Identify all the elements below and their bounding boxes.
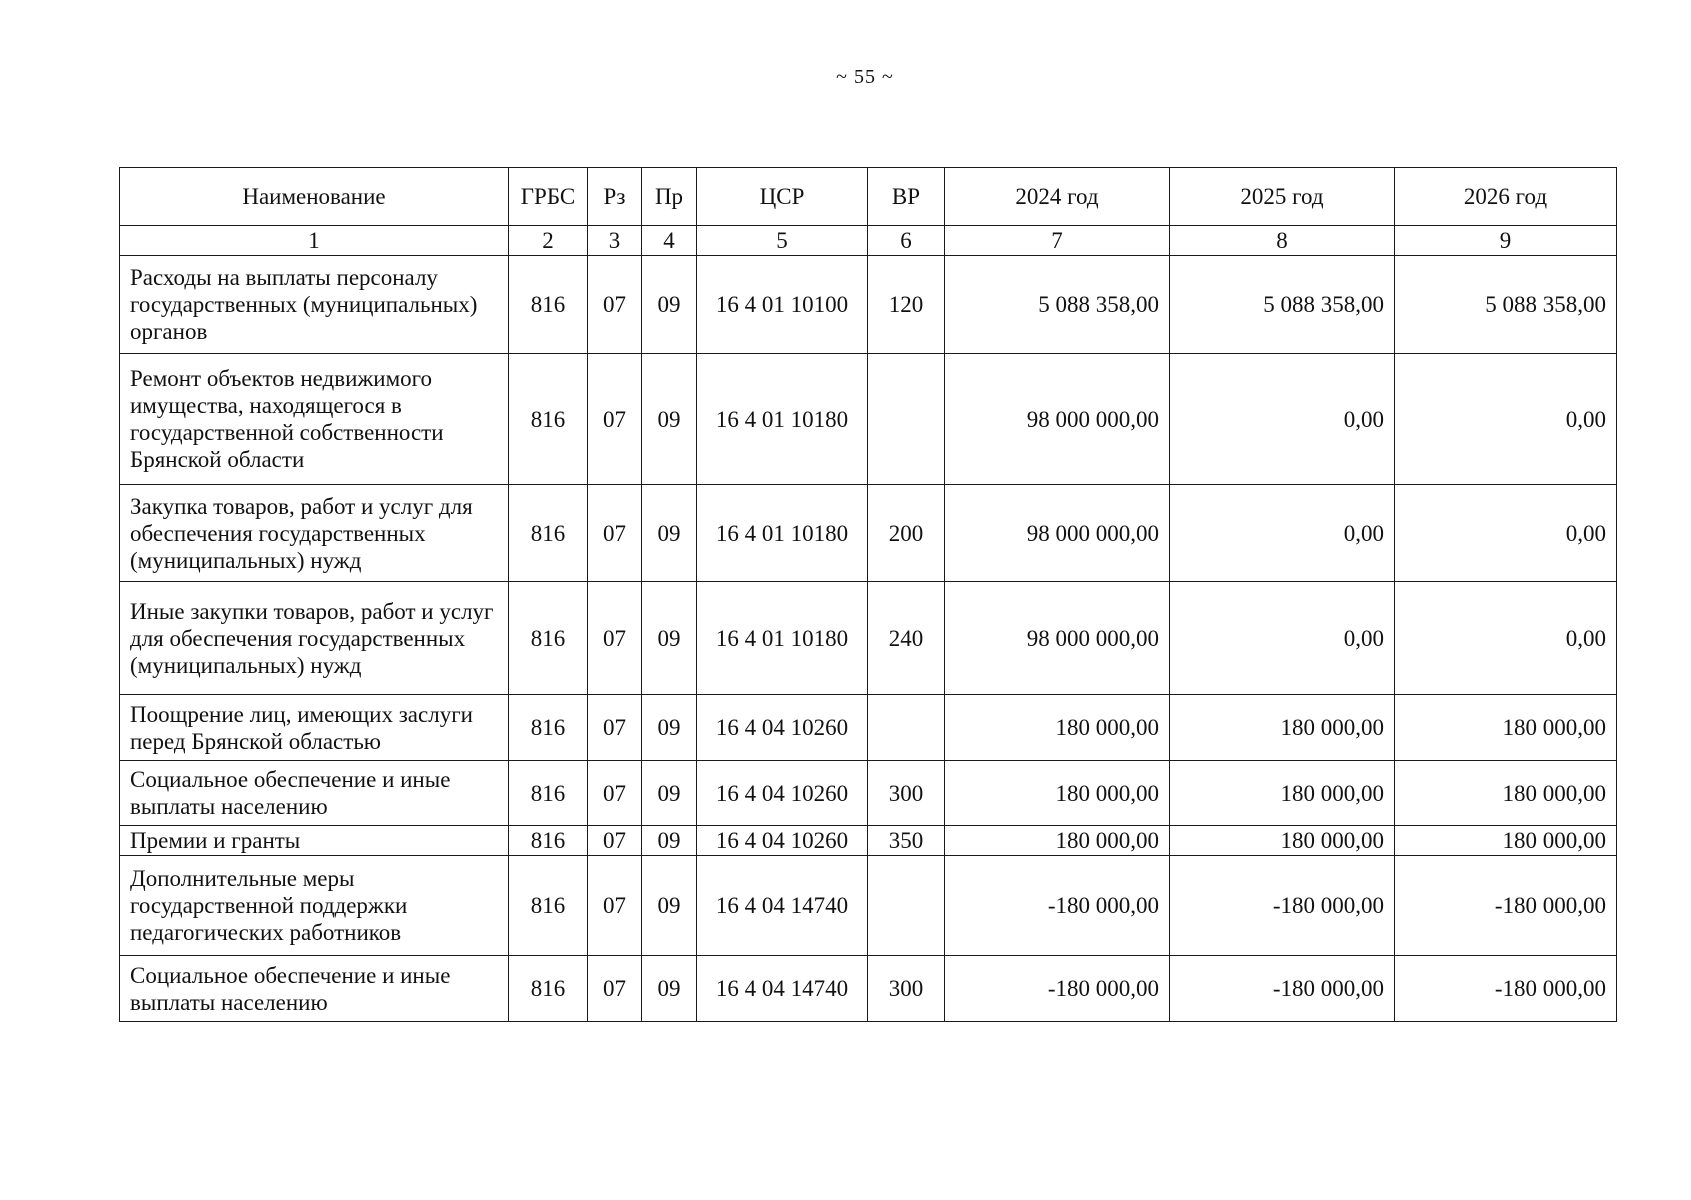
header-vr: ВР xyxy=(868,168,945,226)
row-vr: 300 xyxy=(868,956,945,1022)
column-number: 8 xyxy=(1170,226,1395,256)
row-csr: 16 4 04 14740 xyxy=(697,956,868,1022)
row-grbs: 816 xyxy=(509,354,588,485)
row-2024: -180 000,00 xyxy=(945,956,1170,1022)
row-pr: 09 xyxy=(642,856,697,956)
row-pr: 09 xyxy=(642,354,697,485)
column-number-row xyxy=(120,226,1617,256)
table-row xyxy=(120,856,1617,956)
row-name: Закупка товаров, работ и услуг для обеспечения государственных (муниципальных) нужд xyxy=(120,485,509,582)
row-name: Социальное обеспечение и иные выплаты населению xyxy=(120,761,509,826)
row-2024: 5 088 358,00 xyxy=(945,256,1170,354)
row-2025: 0,00 xyxy=(1170,485,1395,582)
header-row xyxy=(120,168,1617,226)
row-2026: 180 000,00 xyxy=(1395,826,1617,856)
row-rz: 07 xyxy=(588,582,642,695)
row-name: Поощрение лиц, имеющих заслуги перед Брянской областью xyxy=(120,695,509,761)
row-csr: 16 4 01 10180 xyxy=(697,582,868,695)
table-row xyxy=(120,956,1617,1022)
column-number: 5 xyxy=(697,226,868,256)
row-csr: 16 4 04 10260 xyxy=(697,695,868,761)
row-vr xyxy=(868,856,945,956)
row-csr: 16 4 04 14740 xyxy=(697,856,868,956)
row-vr: 120 xyxy=(868,256,945,354)
row-2025: -180 000,00 xyxy=(1170,856,1395,956)
row-rz: 07 xyxy=(588,695,642,761)
row-name: Премии и гранты xyxy=(120,826,509,856)
row-pr: 09 xyxy=(642,256,697,354)
column-number: 1 xyxy=(120,226,509,256)
row-2026: 5 088 358,00 xyxy=(1395,256,1617,354)
row-vr xyxy=(868,695,945,761)
row-csr: 16 4 01 10180 xyxy=(697,485,868,582)
row-name: Расходы на выплаты персоналу государственных (муниципальных) органов xyxy=(120,256,509,354)
row-2024: 180 000,00 xyxy=(945,826,1170,856)
row-2026: 0,00 xyxy=(1395,354,1617,485)
row-2025: 5 088 358,00 xyxy=(1170,256,1395,354)
row-pr: 09 xyxy=(642,485,697,582)
table-row xyxy=(120,761,1617,826)
table-row xyxy=(120,695,1617,761)
row-2025: 180 000,00 xyxy=(1170,826,1395,856)
row-grbs: 816 xyxy=(509,695,588,761)
column-number: 3 xyxy=(588,226,642,256)
header-pr: Пр xyxy=(642,168,697,226)
column-number: 4 xyxy=(642,226,697,256)
row-pr: 09 xyxy=(642,695,697,761)
row-2026: 0,00 xyxy=(1395,582,1617,695)
row-2026: 0,00 xyxy=(1395,485,1617,582)
table-row xyxy=(120,485,1617,582)
row-2024: 180 000,00 xyxy=(945,695,1170,761)
row-name: Социальное обеспечение и иные выплаты населению xyxy=(120,956,509,1022)
row-2024: 180 000,00 xyxy=(945,761,1170,826)
header-grbs: ГРБС xyxy=(509,168,588,226)
header-name: Наименование xyxy=(120,168,509,226)
table-row xyxy=(120,256,1617,354)
row-rz: 07 xyxy=(588,256,642,354)
row-2025: -180 000,00 xyxy=(1170,956,1395,1022)
row-grbs: 816 xyxy=(509,582,588,695)
row-grbs: 816 xyxy=(509,761,588,826)
row-2025: 180 000,00 xyxy=(1170,695,1395,761)
row-vr: 350 xyxy=(868,826,945,856)
header-2025: 2025 год xyxy=(1170,168,1395,226)
row-vr: 200 xyxy=(868,485,945,582)
row-2026: 180 000,00 xyxy=(1395,761,1617,826)
row-vr: 300 xyxy=(868,761,945,826)
row-rz: 07 xyxy=(588,826,642,856)
row-2024: 98 000 000,00 xyxy=(945,485,1170,582)
row-csr: 16 4 01 10180 xyxy=(697,354,868,485)
column-number: 7 xyxy=(945,226,1170,256)
row-csr: 16 4 04 10260 xyxy=(697,826,868,856)
header-rz: Рз xyxy=(588,168,642,226)
row-2026: -180 000,00 xyxy=(1395,956,1617,1022)
table-row xyxy=(120,354,1617,485)
row-grbs: 816 xyxy=(509,826,588,856)
row-pr: 09 xyxy=(642,582,697,695)
header-csr: ЦСР xyxy=(697,168,868,226)
column-number: 2 xyxy=(509,226,588,256)
row-2025: 0,00 xyxy=(1170,582,1395,695)
row-2024: 98 000 000,00 xyxy=(945,354,1170,485)
row-rz: 07 xyxy=(588,956,642,1022)
row-2025: 0,00 xyxy=(1170,354,1395,485)
row-rz: 07 xyxy=(588,761,642,826)
row-name: Дополнительные меры государственной поддержки педагогических работников xyxy=(120,856,509,956)
row-rz: 07 xyxy=(588,856,642,956)
row-2024: -180 000,00 xyxy=(945,856,1170,956)
row-2026: 180 000,00 xyxy=(1395,695,1617,761)
table-row xyxy=(120,582,1617,695)
row-rz: 07 xyxy=(588,485,642,582)
page-number: ~ 55 ~ xyxy=(836,66,894,88)
row-grbs: 816 xyxy=(509,485,588,582)
row-grbs: 816 xyxy=(509,956,588,1022)
row-name: Иные закупки товаров, работ и услуг для обеспечения государственных (муниципальных) нужд xyxy=(120,582,509,695)
column-number: 9 xyxy=(1395,226,1617,256)
row-pr: 09 xyxy=(642,826,697,856)
header-2024: 2024 год xyxy=(945,168,1170,226)
row-grbs: 816 xyxy=(509,256,588,354)
column-number: 6 xyxy=(868,226,945,256)
row-name: Ремонт объектов недвижимого имущества, находящегося в государственной собственности Брянской области xyxy=(120,354,509,485)
row-pr: 09 xyxy=(642,761,697,826)
row-vr xyxy=(868,354,945,485)
row-grbs: 816 xyxy=(509,856,588,956)
header-2026: 2026 год xyxy=(1395,168,1617,226)
table-row xyxy=(120,826,1617,856)
row-csr: 16 4 04 10260 xyxy=(697,761,868,826)
row-vr: 240 xyxy=(868,582,945,695)
row-pr: 09 xyxy=(642,956,697,1022)
row-2025: 180 000,00 xyxy=(1170,761,1395,826)
row-2026: -180 000,00 xyxy=(1395,856,1617,956)
budget-table xyxy=(119,167,1617,1022)
row-rz: 07 xyxy=(588,354,642,485)
row-csr: 16 4 01 10100 xyxy=(697,256,868,354)
row-2024: 98 000 000,00 xyxy=(945,582,1170,695)
